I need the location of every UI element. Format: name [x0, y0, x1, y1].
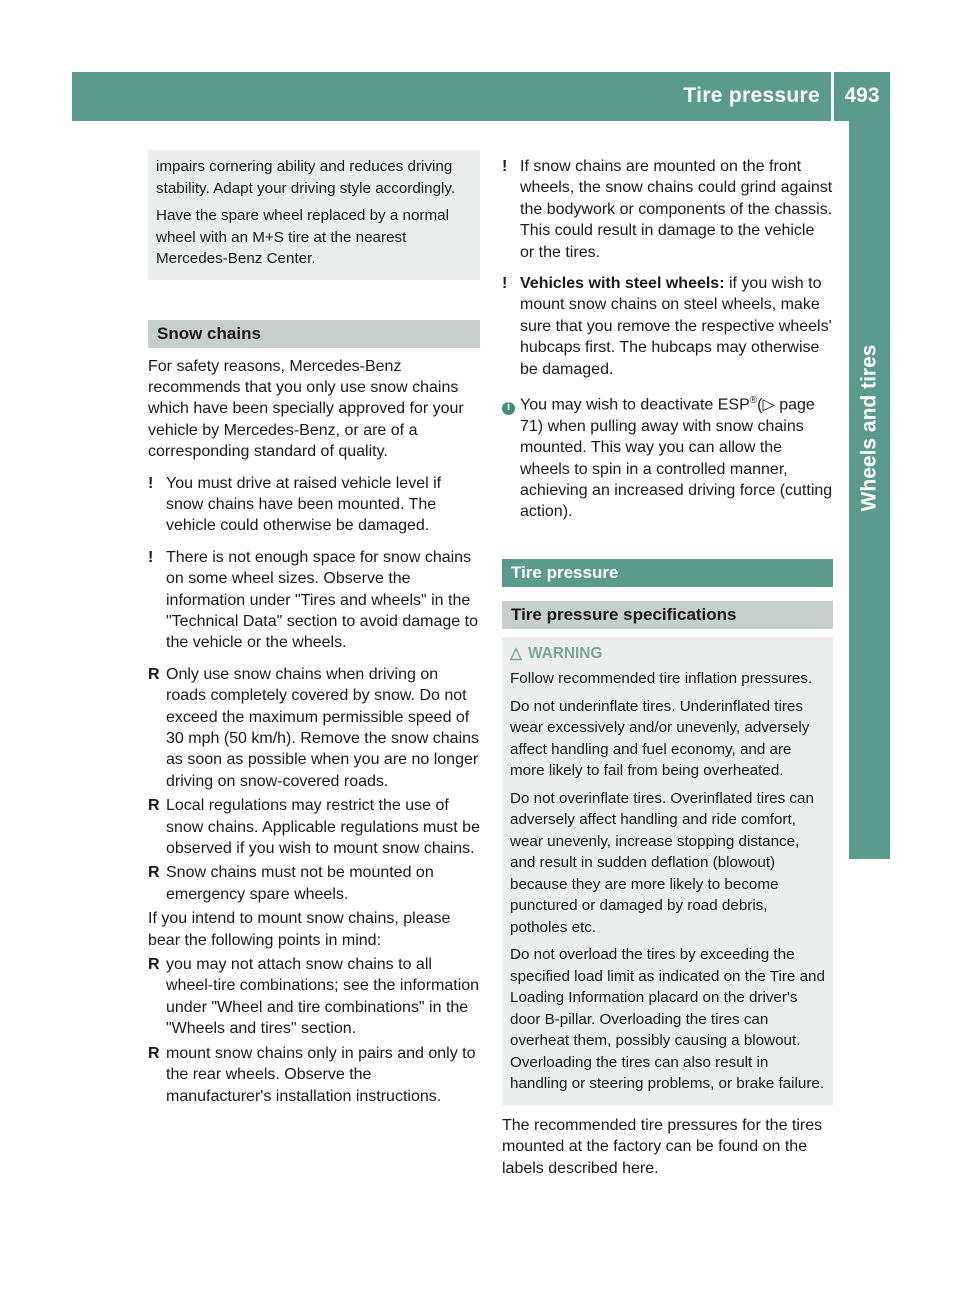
left-column — [148, 150, 480, 1110]
warning-paragraph: Do not overinflate tires. Overinflated tires can adversely affect handling and ride comfort, wear unevenly, increase stopping distance, and result in sudden deflation (blowout) because they are more likely to become punctured or damaged by road debris, potholes etc. — [510, 789, 814, 936]
registered-mark: ® — [749, 395, 758, 407]
note-paragraph — [502, 156, 833, 263]
warning-paragraph: Do not overload the tires by exceeding the specified load limit as indicated on the Tire and Loading Information placard on the driver's door B-pillar. Overloading the tires can overheat them, possibly causing a blowout. Overloading the tires can also result in handling or steering problems, or brake failure. — [510, 946, 825, 1093]
bullet-icon: R — [148, 956, 160, 974]
warning-header — [510, 643, 825, 664]
list-item-text: Local regulations may restrict the use of snow chains. Applicable regulations must be observed if you wish to mount snow chains. — [166, 797, 480, 858]
note-bold-lead: Vehicles with steel wheels: — [520, 275, 725, 293]
warning-paragraph: Do not underinflate tires. Underinflated tires wear excessively and/or unevenly, adversely affect handling and fuel economy, and are more likely to fail from being overheated. — [510, 697, 810, 780]
snow-chains-heading: Snow chains — [148, 320, 480, 348]
note-mark-icon: ! — [502, 275, 508, 293]
info-paragraph — [502, 390, 833, 523]
closing-paragraph: The recommended tire pressures for the tires mounted at the factory can be found on the labels described here. — [502, 1116, 823, 1177]
note-text: If snow chains are mounted on the front wheels, the snow chains could grind against the bodywork or components of the chassis. This could result in damage to the vehicle or the tires. — [520, 158, 833, 261]
info-icon-wrap — [502, 394, 520, 415]
warning-paragraph: Follow recommended tire inflation pressures. — [510, 670, 813, 688]
triangle-warning-icon: △ — [510, 644, 522, 662]
list-item — [148, 795, 480, 859]
list-item-text: you may not attach snow chains to all wheel-tire combinations; see the information under "Wheel and tire combinations" in the "Wheels and tires" section. — [166, 956, 480, 1038]
list-item — [148, 664, 480, 792]
note-mark-icon: ! — [148, 548, 154, 566]
note-mark-icon: ! — [502, 158, 508, 175]
info-text-rest: (▷ page 71) when pulling away with snow chains mounted. This way you can allow the wheels to spin in a controlled manner, achieving an increased driving force (cutting action). — [520, 396, 833, 521]
info-circle-icon: i — [502, 402, 515, 415]
box-paragraph: impairs cornering ability and reduces driving stability. Adapt your driving style accordingly. — [156, 158, 456, 197]
note-text: You must drive at raised vehicle level if snow chains have been mounted. The vehicle could otherwise be damaged. — [166, 474, 442, 535]
mind-paragraph: If you intend to mount snow chains, please bear the following points in mind: — [148, 910, 451, 949]
note-mark-icon: ! — [148, 474, 154, 492]
list-item — [148, 862, 480, 905]
bullet-icon: R — [148, 864, 160, 882]
tire-pressure-heading: Tire pressure — [502, 559, 833, 587]
right-column — [502, 156, 833, 1189]
bullet-icon: R — [148, 665, 160, 683]
list-item-text: Snow chains must not be mounted on emergency spare wheels. — [166, 864, 434, 903]
tire-pressure-spec-heading: Tire pressure specifications — [502, 601, 833, 629]
page-number: 493 — [844, 84, 880, 107]
note-paragraph — [148, 547, 480, 654]
box-paragraph: Have the spare wheel replaced by a normal wheel with an M+S tire at the nearest Mercedes-Benz Center. — [156, 207, 449, 267]
list-item — [148, 954, 480, 1040]
bullet-icon: R — [148, 797, 160, 815]
note-paragraph — [148, 473, 480, 537]
bullet-icon: R — [148, 1044, 160, 1062]
note-paragraph — [502, 273, 833, 380]
list-item — [148, 1043, 480, 1107]
list-item-text: Only use snow chains when driving on roads completely covered by snow. Do not exceed the maximum permissible speed of 30 mph (50 km/h). Remove the snow chains as soon as possible when you are no longer driving on snow-covered roads. — [166, 665, 480, 790]
list-item-text: mount snow chains only in pairs and only to the rear wheels. Observe the manufacturer's installation instructions. — [166, 1044, 476, 1105]
warning-label: WARNING — [528, 644, 603, 662]
intro-paragraph: For safety reasons, Mercedes-Benz recommends that you only use snow chains which have been specially approved for your vehicle by Mercedes-Benz, or are of a corresponding standard of quality. — [148, 357, 464, 461]
header-title: Tire pressure — [683, 84, 820, 107]
warning-box — [502, 637, 833, 1105]
info-text: You may wish to deactivate ESP — [520, 396, 750, 414]
page-header — [72, 72, 890, 121]
side-tab-label-wrap — [849, 121, 890, 735]
side-tab-label: Wheels and tires — [857, 344, 881, 512]
note-text: There is not enough space for snow chains on some wheel sizes. Observe the information under "Tires and wheels" in the "Technical Data" section to avoid damage to the vehicle or the wheels. — [166, 548, 478, 652]
continued-warning-box — [148, 150, 480, 280]
note-text: if you wish to mount snow chains on steel wheels, make sure that you remove the respective wheels' hubcaps first. The hubcaps may otherwise be damaged. — [520, 275, 832, 378]
